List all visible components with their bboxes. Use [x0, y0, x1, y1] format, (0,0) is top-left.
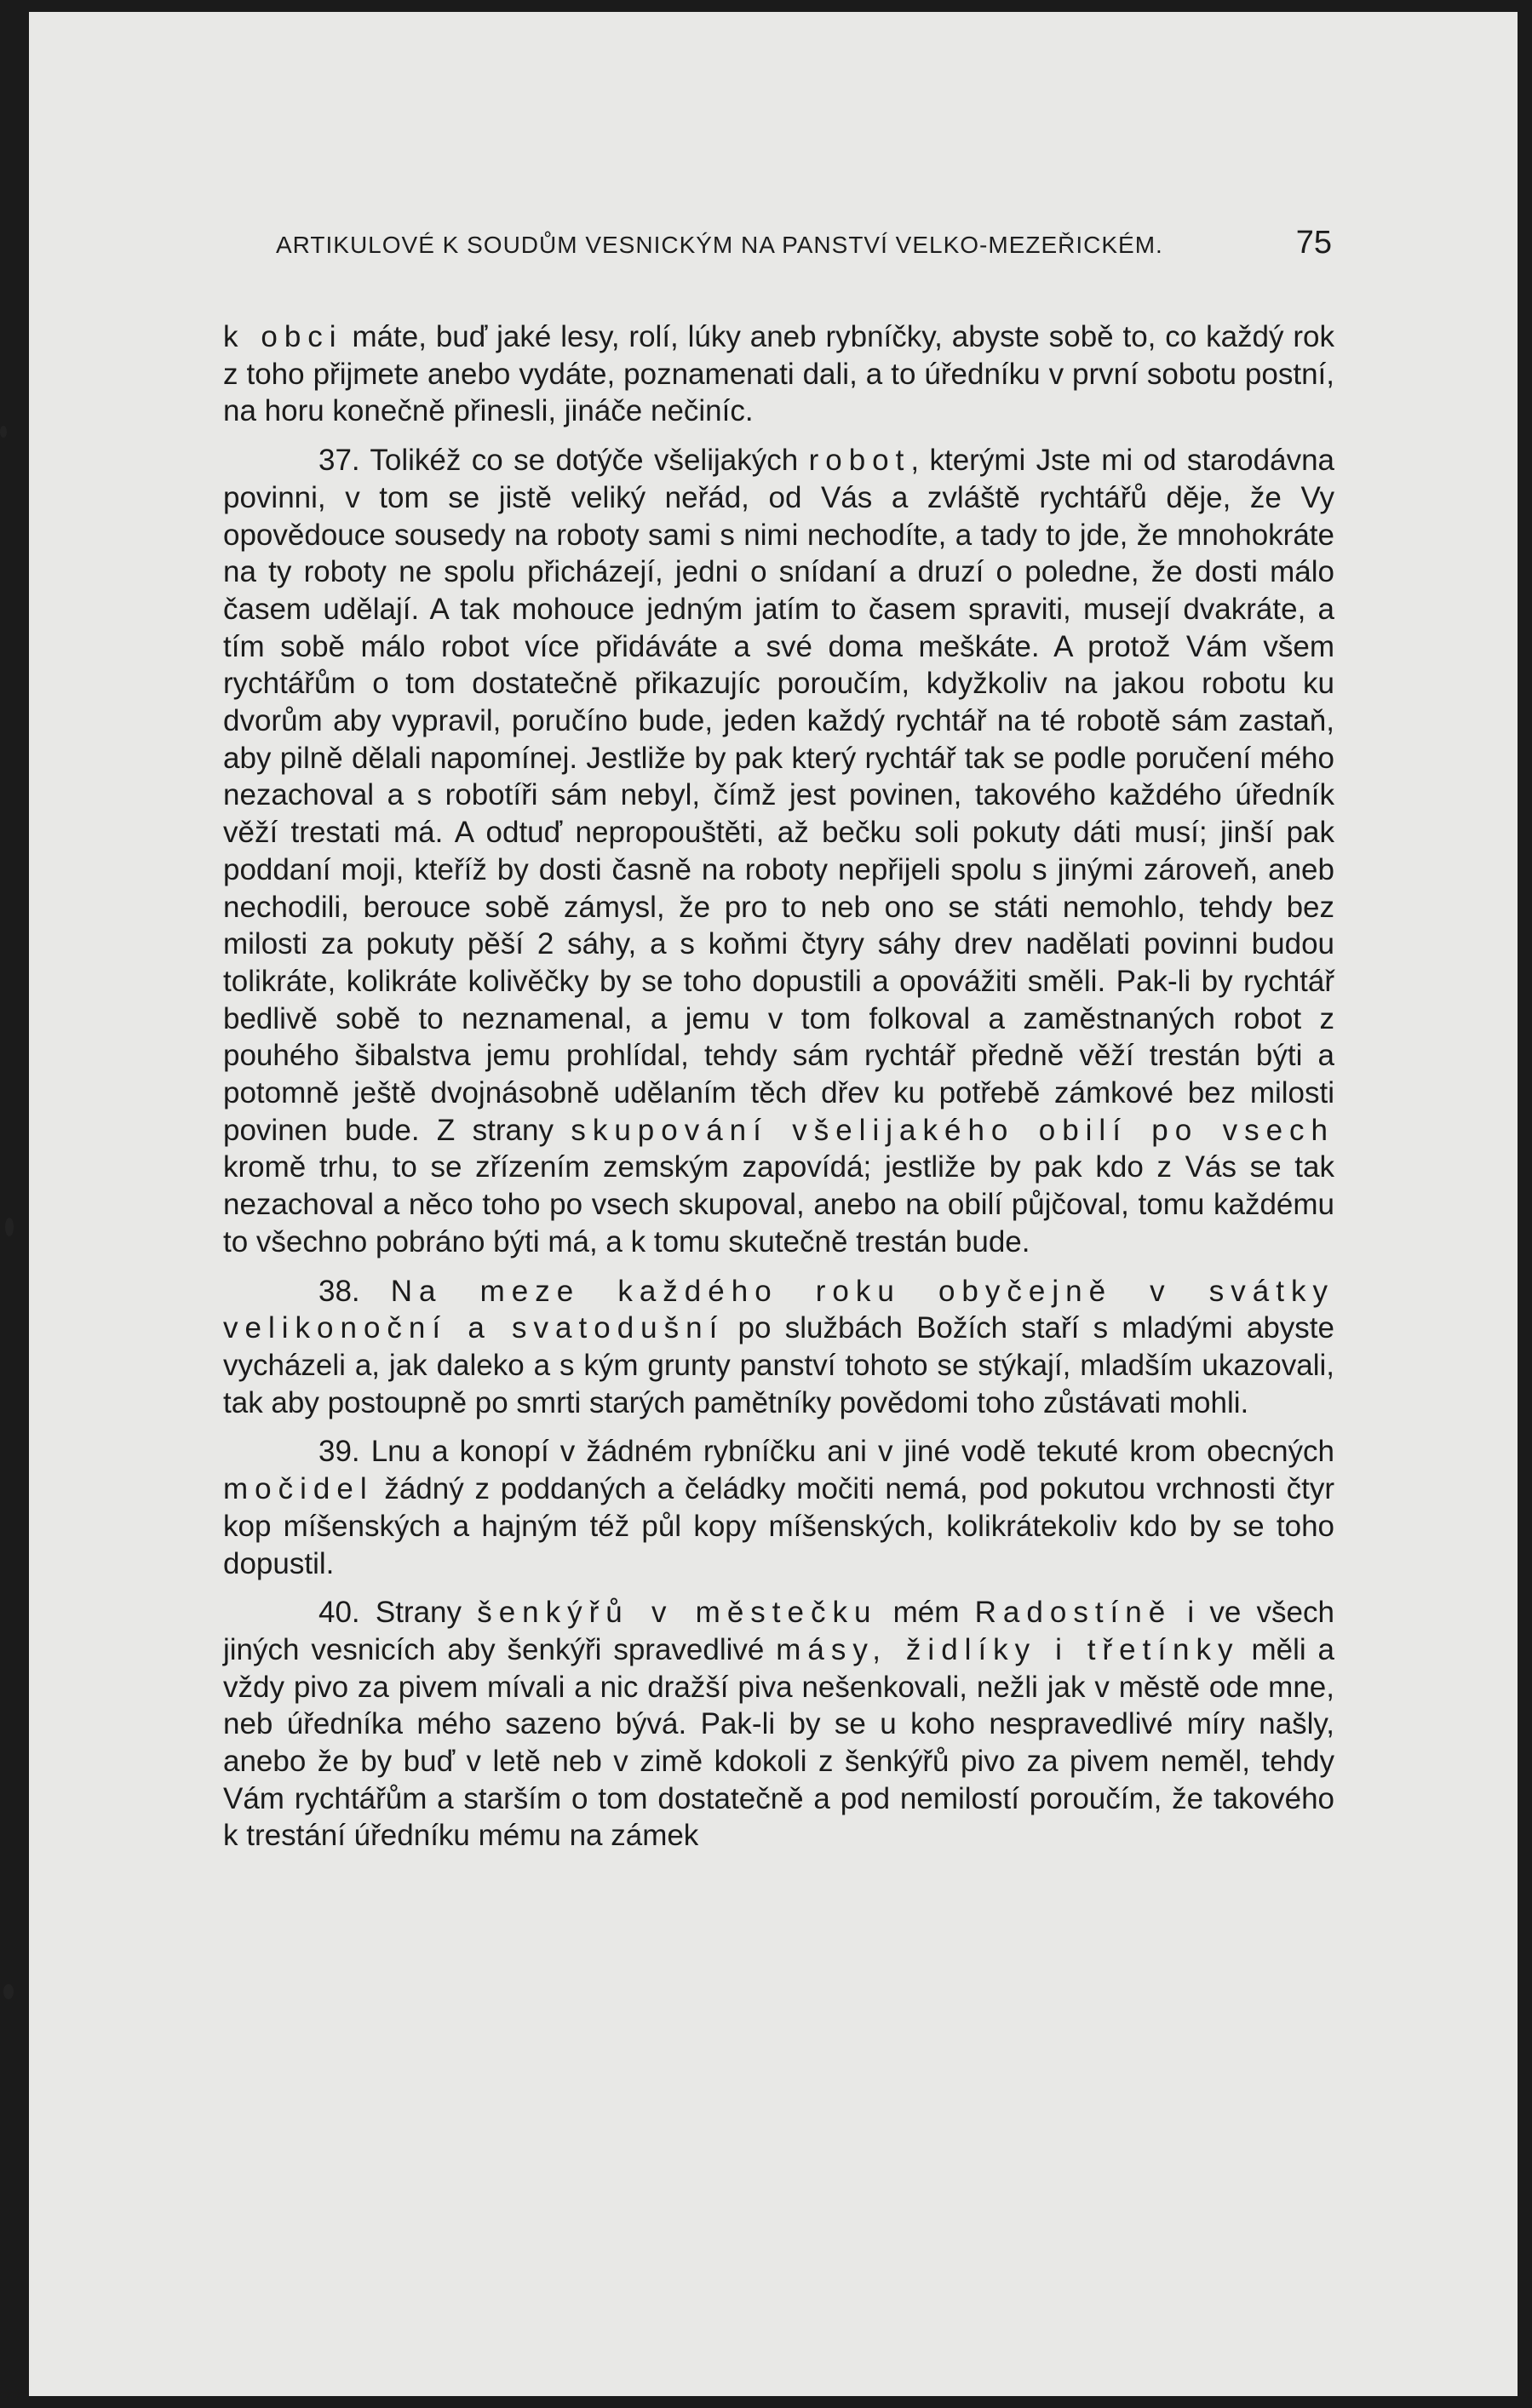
text-run: měli a vždy pivo za pivem mívali a nic dražší piva nešenkovali, nežli jak v městě ode mne, neb úředníka mého sazeno bývá. Pak-li by se u koho nespravedlivé míry našly, anebo že by buď v letě neb v zimě kdokoli z šenkýřů pivo za pivem neměl, tehdy Vám rychtářům a starším o tom dostatečně a pod nemilostí poroučím, že takového k trestání úředníku mému na zámek — [223, 1632, 1334, 1853]
text-run: po službách Božích staří s mladými abyste vycházeli a, jak daleko a s kým grunty panství tohoto se stýkají, mladším ukazovali, tak aby postoupně po smrti starých pamětníky povědomi toho zůstávati mohli. — [223, 1311, 1334, 1419]
text-run: , kterými Jste mi od starodávna povinni, v tom se jistě veliký neřád, od Vás a zvláště rychtářů děje, že Vy opovědouce sousedy na roboty sami s nimi nechodíte, a tady to jde, že mnohokráte na ty roboty ne spolu přicházejí, jedni o snídaní a druzí o poledne, že dosti málo časem udělají. A tak mohouce jedným jatím to časem spraviti, musejí dvakráte, a tím sobě málo robot více přidáváte a své doma meškáte. A protož Vám všem rychtářům o tom dostatečně přikazujíc poroučím, kdyžkoliv na jakou robotu ku dvorům aby vypravil, poručíno bude, jeden každý rychtář na té robotě sám zastaň, aby pilně dělali napomínej. Jestliže by pak který rychtář tak se podle poručení mého nezachoval a s robotíři sám nebyl, čímž jest povinen, takového každého úředník věží trestati má. A odtuď nepropouštěti, až bečku soli pokuty dáti musí; jinší pak poddaní moji, kteříž by dosti časně na roboty nepřijeli spolu s jinými zároveň, aneb nechodili, berouce sobě zámysl, že pro to neb ono se státi nemohlo, tehdy bez milosti za pokuty pěší 2 sáhy, a s koňmi čtyry sáhy drev nadělati povinni budou tolikráte, kolikráte kolivěčky by se toho dopustili a opovážiti směli. Pak-li by rychtář bedlivě sobě to neznamenal, a jemu v tom folkoval a zaměstnaných robot z pouhého šibalstva jemu prohlídal, tehdy sám rychtář předně věží trestán býti a potomně ještě dvojnásobně udělaním těch dřev ku potřebě zámkové bez milosti povinen bude. Z strany — [223, 444, 1335, 1147]
scan-mark — [0, 426, 7, 438]
text-run: máte, buď jaké lesy, rolí, lúky aneb rybníčky, abyste sobě to, co každý rok z toho přijmete anebo vydáte, poznamenati dali, a to úředníku v první sobotu postní, na horu konečně přinesli, jináče nečiníc. — [223, 320, 1334, 428]
paragraph-40 — [223, 1594, 1334, 1855]
text-run: k obci — [223, 320, 343, 353]
paragraph-39 — [223, 1433, 1334, 1582]
text-run: Radostíně — [974, 1596, 1173, 1630]
text-run: močidel — [223, 1472, 374, 1506]
paragraph-36-continuation — [223, 318, 1334, 430]
page-number: 75 — [1295, 225, 1332, 261]
text-run: robot — [808, 444, 911, 478]
text-run: mém — [877, 1596, 975, 1630]
text-run: 39. Lnu a konopí v žádném rybníčku ani v jiné vodě tekuté krom obecných — [318, 1435, 1334, 1469]
text-run: žádný z poddaných a čeládky močiti nemá, pod pokutou vrchnosti čtyr kop míšenských a hajným též půl kopy míšenských, kolikrátekoliv kdo by se toho dopustil. — [223, 1472, 1334, 1580]
page-header — [276, 225, 1332, 267]
scan-mark — [5, 1218, 14, 1236]
text-run: Na meze každého roku obyčejně v svátky velikonoční a svatodušní — [223, 1274, 1334, 1345]
body-text — [223, 318, 1334, 1855]
text-run: šenkýřů v městečku — [477, 1596, 878, 1630]
text-run: kromě trhu, to se zřízením zemským zapovídá; jestliže by pak kdo z Vás se tak nezachoval a něco toho po vsech skupoval, anebo na obilí půjčoval, tomu každému to všechno pobráno býti má, a k tomu skutečně trestán bude. — [223, 1150, 1334, 1258]
scan-mark — [3, 1984, 14, 1999]
book-page — [29, 12, 1518, 2396]
text-run: skupování všelijakého obilí po vsech — [571, 1113, 1335, 1147]
text-run: 38. — [318, 1274, 391, 1308]
text-run: i ve všech jiných vesnicích aby šenkýři spravedlivé — [223, 1596, 1334, 1666]
text-run: 37. Tolikéž co se dotýče všelijakých — [318, 444, 809, 478]
running-head: ARTIKULOVÉ K SOUDŮM VESNICKÝM NA PANSTVÍ VELKO-MEZEŘICKÉM. — [276, 232, 1163, 258]
paragraph-37 — [223, 442, 1334, 1260]
text-run: 40. Strany — [318, 1596, 478, 1630]
paragraph-38 — [223, 1273, 1334, 1422]
text-run: másy, židlíky i třetínky — [776, 1632, 1240, 1666]
